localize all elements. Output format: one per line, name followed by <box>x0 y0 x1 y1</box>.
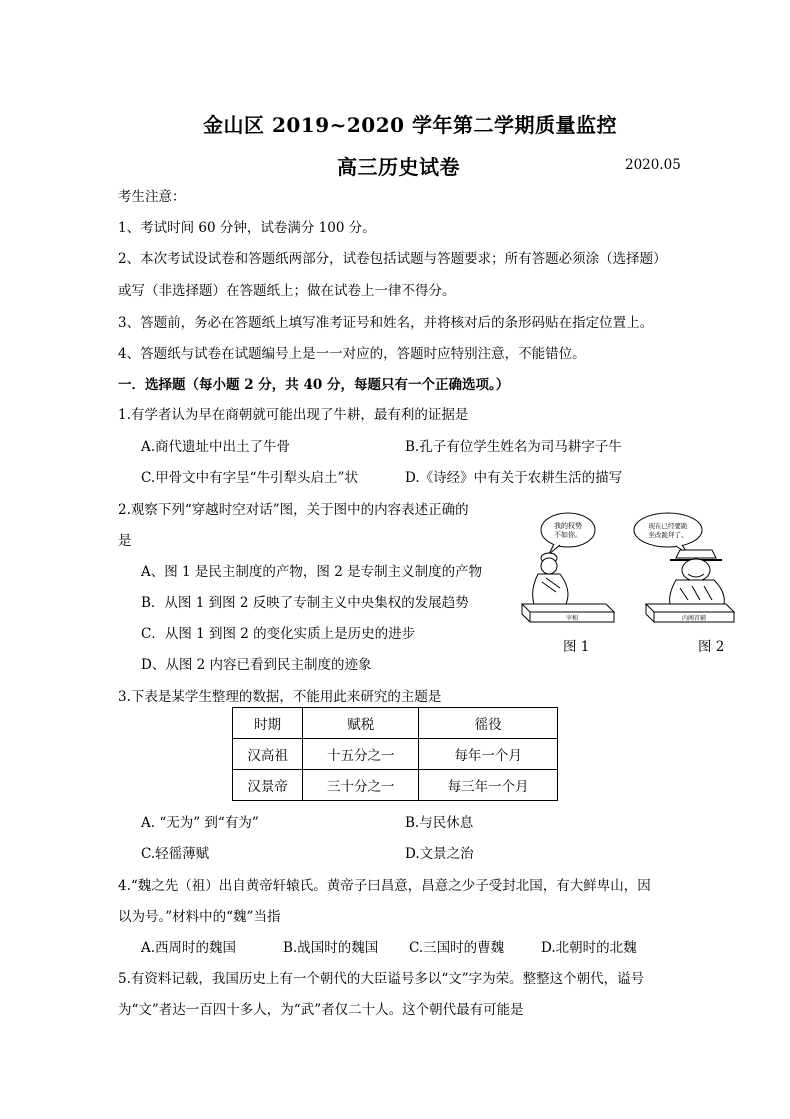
table-header-row <box>233 708 558 739</box>
figure-2-bubble-line2: 坐改跪拜了。 <box>648 531 688 539</box>
table-cell: 汉景帝 <box>233 770 303 801</box>
section-heading: 一．选择题（每小题 2 分，共 40 分，每题只有一个正确选项。） <box>118 377 510 393</box>
question-4-stem: 4.“魏之先（祖）出自黄帝轩辕氏。黄帝子曰昌意，昌意之少子受封北国，有大鲜卑山，因 <box>118 878 651 894</box>
table-cell: 十五分之一 <box>303 739 419 770</box>
question-5-stem: 5.有资料记载，我国历史上有一个朝代的大臣谥号多以“文”字为荣。整整这个朝代，谥号 <box>118 971 645 987</box>
figure-1-cartoon <box>516 508 616 628</box>
q1-option-a: A.商代遗址中出土了牛骨 <box>141 439 291 455</box>
notice-item: 1、考试时间 60 分钟，试卷满分 100 分。 <box>118 220 376 236</box>
figure-2-bubble-line1: 现在已经要跪 <box>648 522 688 530</box>
notice-item: 或写（非选择题）在答题纸上；做在试卷上一律不得分。 <box>118 283 456 299</box>
data-table <box>232 707 558 801</box>
q2-option-a: A、图 1 是民主制度的产物，图 2 是专制主义制度的产物 <box>141 564 483 580</box>
exam-subtitle: 高三历史试卷 <box>337 155 460 179</box>
notice-item: 3、答题前，务必在答题纸上填写准考证号和姓名，并将核对后的条形码贴在指定位置上。 <box>118 315 654 331</box>
notice-item: 2、本次考试设试卷和答题纸两部分，试卷包括试题与答题要求；所有答题必须涂（选择题） <box>118 251 667 267</box>
figure-1-bubble-line1: 我的权势 <box>554 522 582 530</box>
figure-1-caption: 图 1 <box>563 639 590 655</box>
notice-heading: 考生注意： <box>118 189 186 205</box>
question-3-stem: 3.下表是某学生整理的数据，不能用此来研究的主题是 <box>118 689 442 705</box>
question-2-stem-cont: 是 <box>118 533 132 549</box>
figure-1-bubble-line2: 不如你。 <box>554 531 582 539</box>
question-4-stem-cont: 以为号。”材料中的“魏”当指 <box>118 909 281 925</box>
table-header: 时期 <box>233 708 303 739</box>
q3-option-d: D.文景之治 <box>405 846 474 862</box>
table-cell: 每三年一个月 <box>419 770 558 801</box>
figure-2-base-label: 内阁首辅 <box>681 615 707 622</box>
q4-option-d: D.北朝时的北魏 <box>541 940 637 956</box>
exam-title: 金山区 2019~2020 学年第二学期质量监控 <box>203 113 618 137</box>
table-row <box>233 739 558 770</box>
table-header: 徭役 <box>419 708 558 739</box>
figure-1-base-label: 宰相 <box>565 615 579 622</box>
figure-2-cartoon <box>630 508 740 628</box>
table-row <box>233 770 558 801</box>
q1-option-c: C.甲骨文中有字呈“牛引犁头启土”状 <box>141 470 358 486</box>
notice-item: 4、答题纸与试卷在试题编号上是一一对应的，答题时应特别注意，不能错位。 <box>118 346 586 362</box>
table-cell: 每年一个月 <box>419 739 558 770</box>
q4-option-b: B.战国时的魏国 <box>283 940 379 956</box>
q4-option-c: C.三国时的曹魏 <box>409 940 505 956</box>
q2-option-d: D、从图 2 内容已看到民主制度的迹象 <box>141 657 372 673</box>
question-5-stem-cont: 为“文”者达一百四十多人，为“武”者仅二十人。这个朝代最有可能是 <box>118 1002 524 1018</box>
q1-option-b: B.孔子有位学生姓名为司马耕字子牛 <box>405 439 622 455</box>
question-1-stem: 1.有学者认为早在商朝就可能出现了牛耕，最有利的证据是 <box>118 407 469 423</box>
q2-option-b: B．从图 1 到图 2 反映了专制主义中央集权的发展趋势 <box>141 595 469 611</box>
question-2-stem: 2.观察下列“穿越时空对话”图，关于图中的内容表述正确的 <box>118 502 469 518</box>
table-header: 赋税 <box>303 708 419 739</box>
q2-option-c: C．从图 1 到图 2 的变化实质上是历史的进步 <box>141 626 416 642</box>
q1-option-d: D.《诗经》中有关于农耕生活的描写 <box>405 470 623 486</box>
table-cell: 三十分之一 <box>303 770 419 801</box>
exam-date: 2020.05 <box>625 157 681 173</box>
q3-option-b: B.与民休息 <box>405 815 474 831</box>
q3-option-a: A. “无为” 到“有为” <box>141 815 259 831</box>
q4-option-a: A.西周时的魏国 <box>141 940 237 956</box>
figure-2-caption: 图 2 <box>698 639 725 655</box>
table-cell: 汉高祖 <box>233 739 303 770</box>
q3-option-c: C.轻徭薄赋 <box>141 846 210 862</box>
